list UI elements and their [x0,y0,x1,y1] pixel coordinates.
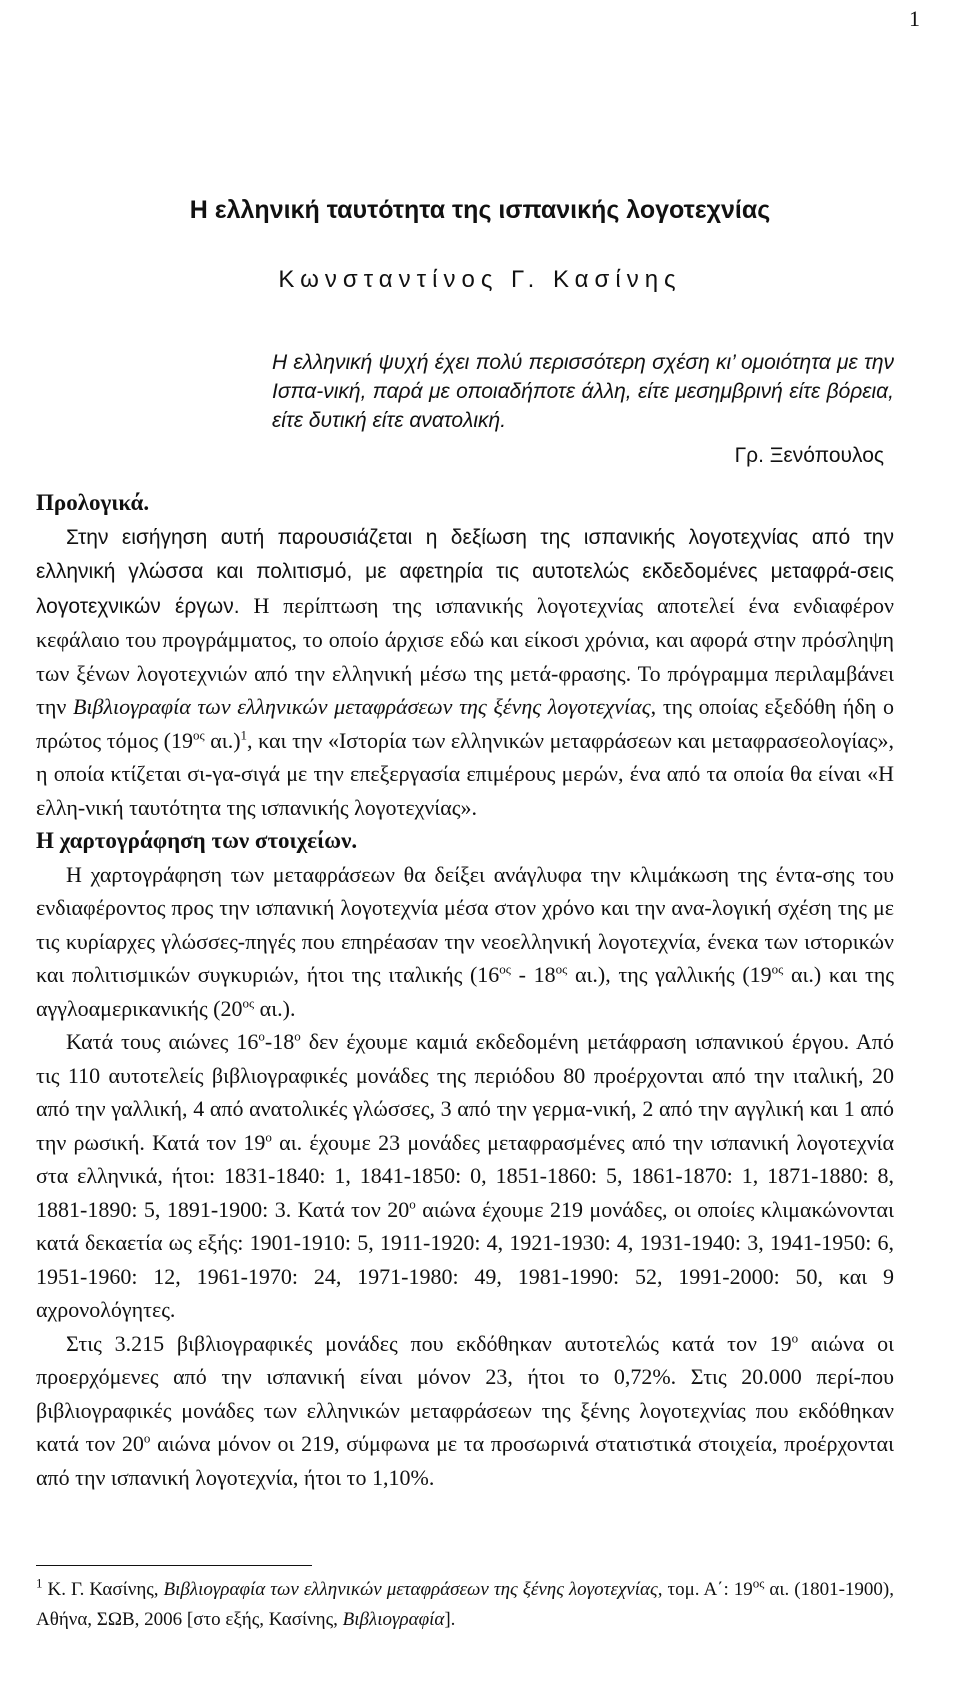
epigraph-author: Γρ. Ξενόπουλος [734,444,884,467]
mapping-p1-text-e: αι.). [254,995,296,1021]
footnote-text-c: αι. (1801-1900), Αθήνα, ΣΩΒ, 2006 [στο εξής, Κασίνης, [36,1579,894,1630]
footnote-italic-title: Βιβλιογραφία των ελληνικών μεταφράσεων της ξένης λογοτεχνίας [163,1579,658,1600]
footnote-text-a: Κ. Γ. Κασίνης, [42,1579,164,1600]
mapping-p1-text-d: αι.) και της αγγλοαμερικανικής (20 [36,962,894,1021]
mapping-paragraph-2 [36,1025,894,1327]
mapping-p2-sup-2: ο [294,1028,301,1044]
mapping-p3-text-b: αιώνα οι προερχόμενες από την ισπανική είναι μόνον 23, ήτοι το 0,72%. Στις 20.000 περί-που βιβλιογραφικές μονάδες των ελληνικών μεταφράσεων της ξένης λογοτεχνίας που εκδόθηκαν κατά τον 20 [36,1330,894,1456]
document-title: Η ελληνική ταυτότητα της ισπανικής λογοτεχνίας [189,196,771,224]
epigraph-text: Η ελληνική ψυχή έχει πολύ περισσότερη σχέση κι’ ομοιότητα με την Ισπα-νική, παρά με οποιαδήποτε άλλη, είτε μεσημβρινή είτε βόρεια, είτε δυτική είτε ανατολική. [272,351,894,432]
mapping-p2-sup-3: ο [265,1129,272,1145]
mapping-p3-sup-1: ο [791,1330,799,1346]
mapping-p3-text-c: αιώνα μόνον οι 219, σύμφωνα με τα προσωρινά στατιστικά στοιχεία, προέρχονται από την ισπανική λογοτεχνία, ήτοι το 1,10%. [36,1431,895,1490]
mapping-p1-sup-2: ος [555,961,568,977]
mapping-p1-text-a: Η χαρτογράφηση των μεταφράσεων θα δείξει ανάγλυφα την κλιμάκωση της έντα-σης του ενδιαφέροντος προς την ισπανική λογοτεχνία μέσα στον χρόνο και την ανα-λογική σχέση της με τις κυρίαρχες γλώσσες-πηγές που επηρέασαν την νεοελληνική λογοτεχνία, ένεκα των ιστορικών και πολιτισμικών συγκυριών, ήτοι της ιταλικής (16 [36,861,894,987]
section-heading-prologue: Προλογικά. [36,490,150,515]
mapping-p3-text-a: Στις 3.215 βιβλιογραφικές μονάδες που εκδόθηκαν αυτοτελώς κατά τον 19 [66,1330,792,1356]
mapping-p2-text-e: αιώνα έχουμε 219 μονάδες, οι οποίες κλιμακώνονται κατά δεκαετία ως εξής: 1901-1910: 5, 1911-1920: 4, 1921-1930: 4, 1931-1940: 3, 1941-1950: 6, 1951-1960: 12, 1961-1970: 24, 1971-1980: 49, 1981-1990: 52, 1991-2000: 50, και 9 αχρονολόγητες. [36,1196,894,1322]
footnote-italic-short: Βιβλιογραφία [342,1609,445,1630]
footnote-text-d: ]. [444,1609,456,1630]
mapping-p1-sup-4: ος [242,995,255,1011]
prologue-text-d: αι.) [204,727,241,753]
mapping-p2-text-b: -18 [264,1029,295,1054]
mapping-p2-text-c: δεν έχουμε καμιά εκδεδομένη μετάφραση ισπανικού έργου. Από τις 110 αυτοτελείς βιβλιογραφικές μονάδες της περιόδου 80 προέρχονται από την ιταλική, 20 από την γαλλική, 4 από ανατολικές γλώσσες, 3 από την γερμα-νική, 2 από την αγγλική και 1 από την ρωσική. Κατά τον 19 [36,1029,894,1155]
page-number: 1 [909,6,920,31]
mapping-paragraph-1 [36,858,894,1026]
author-name: Κωνσταντίνος Γ. Κασίνης [278,266,682,293]
mapping-p3-sup-2: ο [143,1430,151,1446]
mapping-p1-sup-1: ος [499,961,511,977]
prologue-text-b: Η περίπτωση της ισπανικής λογοτεχνίας αποτελεί ένα ενδιαφέρον κεφάλαιο του προγράμματος, το οποίο άρχισε εδώ και είκοσι χρόνια, και αφορά στην πρόσληψη των ξένων λογοτεχνιών από την ελληνική μέσω της μετά-φρασης. Το πρόγραμμα περιλαμβάνει την [36,592,894,719]
mapping-p1-text-b: - 18 [510,962,556,987]
prologue-sup: ος [193,727,205,743]
footnote-mark: 1 [36,1575,43,1591]
mapping-p1-sup-3: ος [771,961,784,977]
mapping-paragraph-3 [36,1327,894,1495]
footnote-sup: ος [752,1575,765,1591]
mapping-p2-text-a: Κατά τους αιώνες 16 [66,1029,259,1054]
mapping-p2-sup-4: ο [409,1196,416,1212]
footnote-reference[interactable]: 1 [240,727,248,743]
main-body [36,486,894,1494]
footnote-divider [36,1565,312,1566]
mapping-p2-text-d: αι. έχουμε 23 μονάδες μεταφρασμένες από την ισπανική λογοτεχνία στα ελληνικά, ήτοι: 1831-1840: 1, 1841-1850: 0, 1851-1860: 5, 1861-1870: 1, 1871-1880: 8, 1881-1890: 5, 1891-1900: 3. Κατά τον 20 [36,1129,894,1222]
mapping-p2-sup-1: ο [258,1028,265,1044]
prologue-italic-title: Βιβλιογραφία των ελληνικών μεταφράσεων της ξένης λογοτεχνίας [72,694,651,719]
prologue-text-e: , και την «Ιστορία των ελληνικών μεταφράσεων και μεταφρασεολογίας», η οποία κτίζεται σι-γα-σιγά με την επεξεργασία επιμέρους μερών, ένα από τα οποία θα είναι «Η ελλη-νική ταυτότητα της ισπανικής λογοτεχνίας». [36,727,894,820]
footnote-text-b: , τομ. Α΄: 19 [657,1579,753,1600]
prologue-paragraph [36,520,894,825]
mapping-p1-text-c: αι.), της γαλλικής (19 [567,962,772,987]
prologue-text-c: , της οποίας εξεδόθη ήδη ο πρώτος τόμος (19 [36,694,894,753]
prologue-text-a: Στην εισήγηση αυτή παρουσιάζεται η δεξίωση της ισπανικής λογοτεχνίας από την ελληνική γλώσσα και πολιτισμό, με αφετηρία τις αυτοτελώς εκδεδομένες μεταφρά-σεις λογοτεχνικών έργων. [36,525,894,618]
section-heading-mapping: Η χαρτογράφηση των στοιχείων. [36,828,358,853]
footnote [36,1575,894,1635]
